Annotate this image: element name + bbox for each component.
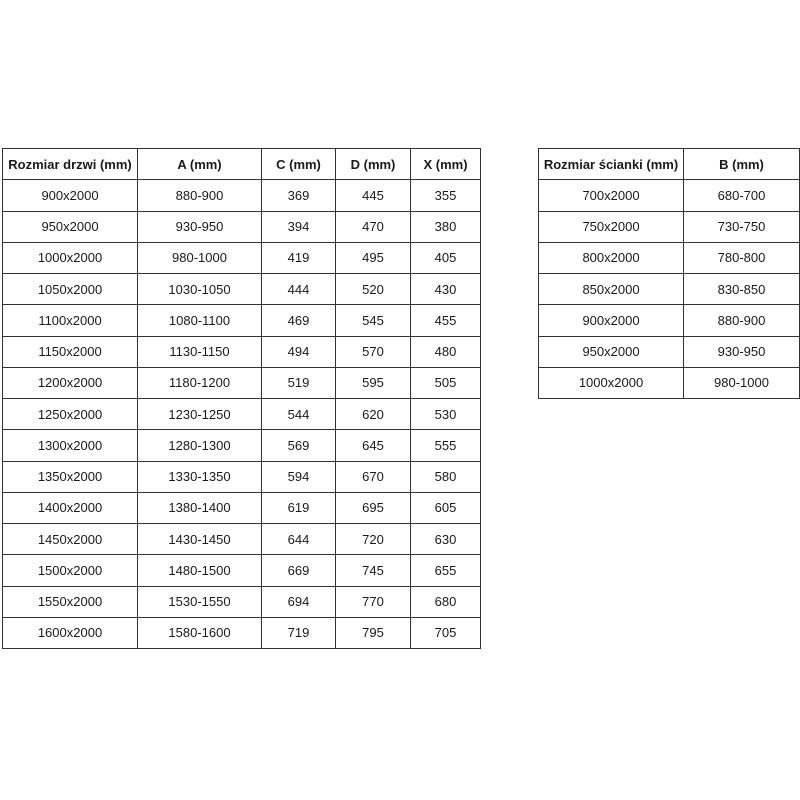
table-cell: 594 [262, 461, 336, 492]
table-cell: 1480-1500 [138, 555, 262, 586]
table-cell: 469 [262, 305, 336, 336]
table-cell: 645 [336, 430, 411, 461]
table-row [539, 180, 800, 211]
table-cell: 780-800 [684, 242, 800, 273]
table-cell: 480 [411, 336, 481, 367]
table-cell: 620 [336, 399, 411, 430]
table-cell: 669 [262, 555, 336, 586]
table-row [539, 305, 800, 336]
table-cell: 900x2000 [539, 305, 684, 336]
header-row [3, 149, 481, 180]
table-cell: 880-900 [138, 180, 262, 211]
table-cell: 695 [336, 492, 411, 523]
table-row [539, 211, 800, 242]
table-cell: 355 [411, 180, 481, 211]
table-cell: 570 [336, 336, 411, 367]
table-row [3, 430, 481, 461]
table-cell: 1150x2000 [3, 336, 138, 367]
table-cell: 1180-1200 [138, 367, 262, 398]
table-cell: 980-1000 [138, 242, 262, 273]
table-row [3, 367, 481, 398]
table-cell: 530 [411, 399, 481, 430]
table-cell: 430 [411, 274, 481, 305]
table-cell: 950x2000 [539, 336, 684, 367]
table-row [539, 367, 800, 398]
table-cell: 680-700 [684, 180, 800, 211]
table-row [539, 336, 800, 367]
table-cell: 750x2000 [539, 211, 684, 242]
column-header: X (mm) [411, 149, 481, 180]
table-cell: 1330-1350 [138, 461, 262, 492]
table-cell: 1000x2000 [3, 242, 138, 273]
table-cell: 605 [411, 492, 481, 523]
table-cell: 700x2000 [539, 180, 684, 211]
table-row [3, 524, 481, 555]
table-cell: 405 [411, 242, 481, 273]
table-cell: 644 [262, 524, 336, 555]
table-row [3, 586, 481, 617]
table-cell: 800x2000 [539, 242, 684, 273]
table-cell: 1100x2000 [3, 305, 138, 336]
table-cell: 1250x2000 [3, 399, 138, 430]
table-row [3, 336, 481, 367]
table-cell: 544 [262, 399, 336, 430]
table-cell: 1280-1300 [138, 430, 262, 461]
column-header: D (mm) [336, 149, 411, 180]
table-row [3, 461, 481, 492]
table-cell: 655 [411, 555, 481, 586]
table-row [3, 555, 481, 586]
table-cell: 619 [262, 492, 336, 523]
table-cell: 519 [262, 367, 336, 398]
table-cell: 444 [262, 274, 336, 305]
column-header: B (mm) [684, 149, 800, 180]
table-row [3, 180, 481, 211]
table-cell: 1050x2000 [3, 274, 138, 305]
table-row [3, 617, 481, 648]
table-cell: 555 [411, 430, 481, 461]
table-cell: 1300x2000 [3, 430, 138, 461]
table-cell: 1000x2000 [539, 367, 684, 398]
table-row [539, 274, 800, 305]
table-cell: 1130-1150 [138, 336, 262, 367]
table-cell: 369 [262, 180, 336, 211]
wall-sizes-table [538, 148, 800, 399]
table-cell: 670 [336, 461, 411, 492]
table-cell: 1380-1400 [138, 492, 262, 523]
table-cell: 830-850 [684, 274, 800, 305]
table-cell: 494 [262, 336, 336, 367]
header-row [539, 149, 800, 180]
table-cell: 455 [411, 305, 481, 336]
table-cell: 1450x2000 [3, 524, 138, 555]
table-cell: 394 [262, 211, 336, 242]
column-header: A (mm) [138, 149, 262, 180]
table-cell: 930-950 [138, 211, 262, 242]
table-cell: 680 [411, 586, 481, 617]
table-cell: 1430-1450 [138, 524, 262, 555]
table-cell: 1080-1100 [138, 305, 262, 336]
door-sizes-table [2, 148, 481, 649]
table-cell: 1030-1050 [138, 274, 262, 305]
table-cell: 900x2000 [3, 180, 138, 211]
table-cell: 505 [411, 367, 481, 398]
table-cell: 719 [262, 617, 336, 648]
table-cell: 1350x2000 [3, 461, 138, 492]
column-header: Rozmiar drzwi (mm) [3, 149, 138, 180]
table-cell: 745 [336, 555, 411, 586]
table-cell: 705 [411, 617, 481, 648]
table-cell: 850x2000 [539, 274, 684, 305]
table-row [3, 242, 481, 273]
table-cell: 419 [262, 242, 336, 273]
table-cell: 495 [336, 242, 411, 273]
table-row [3, 492, 481, 523]
table-cell: 1550x2000 [3, 586, 138, 617]
table-cell: 445 [336, 180, 411, 211]
table-cell: 520 [336, 274, 411, 305]
table-cell: 595 [336, 367, 411, 398]
table-cell: 730-750 [684, 211, 800, 242]
table-cell: 630 [411, 524, 481, 555]
table-row [3, 305, 481, 336]
table-row [539, 242, 800, 273]
table-cell: 930-950 [684, 336, 800, 367]
table-cell: 1500x2000 [3, 555, 138, 586]
table-cell: 1200x2000 [3, 367, 138, 398]
table-cell: 1600x2000 [3, 617, 138, 648]
table-cell: 380 [411, 211, 481, 242]
table-row [3, 211, 481, 242]
table-cell: 545 [336, 305, 411, 336]
table-cell: 1530-1550 [138, 586, 262, 617]
table-cell: 720 [336, 524, 411, 555]
column-header: Rozmiar ścianki (mm) [539, 149, 684, 180]
table-cell: 580 [411, 461, 481, 492]
table-cell: 1580-1600 [138, 617, 262, 648]
table-cell: 950x2000 [3, 211, 138, 242]
table-cell: 470 [336, 211, 411, 242]
table-row [3, 399, 481, 430]
table-cell: 569 [262, 430, 336, 461]
column-header: C (mm) [262, 149, 336, 180]
table-cell: 694 [262, 586, 336, 617]
table-cell: 880-900 [684, 305, 800, 336]
table-cell: 770 [336, 586, 411, 617]
table-cell: 1230-1250 [138, 399, 262, 430]
table-cell: 1400x2000 [3, 492, 138, 523]
table-cell: 980-1000 [684, 367, 800, 398]
table-row [3, 274, 481, 305]
table-cell: 795 [336, 617, 411, 648]
